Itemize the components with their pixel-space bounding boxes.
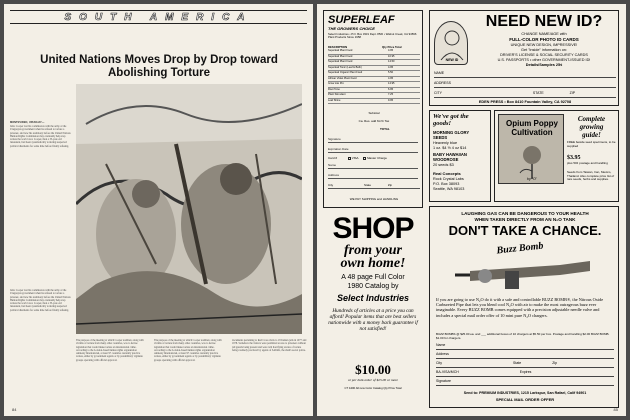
superleaf-shipping-note: WE PAY SHIPPING and HANDLING xyxy=(349,197,399,201)
shop-ad xyxy=(323,212,423,408)
need-id-line-4: Get "inside" information on: xyxy=(521,48,567,52)
seeds-title-1: We've got the xyxy=(433,113,469,120)
buzz-headline-3: DON'T TAKE A CHANCE. xyxy=(448,223,602,238)
opium-price: $3.95 xyxy=(567,155,581,161)
superleaf-item-list xyxy=(328,49,420,104)
seeds-line-5: BABY HAWAIIAN xyxy=(433,152,467,157)
superleaf-item: Superleaf Plant Food 14.50 xyxy=(328,60,420,66)
opium-book-cover xyxy=(498,114,564,184)
need-id-line-1: CHANGE NAME/AGE with xyxy=(521,32,567,36)
superleaf-item: African Violet Plant Food 4.95 xyxy=(328,77,420,83)
superleaf-subtitle: THE GROWERS CHOICE xyxy=(328,26,375,31)
superleaf-item: Superleaf Plant Food 4.95 xyxy=(328,49,420,55)
shop-headline-3: own home! xyxy=(340,256,406,271)
superleaf-item: Superleaf Organic Plant Food 5.50 xyxy=(328,71,420,77)
article-headline: United Nations Moves Drop by Drop toward Abolishing Torture xyxy=(40,54,278,79)
need-id-line-3: UNIQUE NEW DESIGN, IMPRESSIVE! xyxy=(510,43,578,47)
superleaf-name-field[interactable]: Name xyxy=(328,163,418,169)
superleaf-address: Select Industries • P.O. Box 3331 Dept. 85/D • Walnut Creek, CA 94596 Plant Products Since 1958 xyxy=(328,32,417,40)
need-id-line-5: DRIVER'S LICENSE & SOCIAL SECURITY CARDS xyxy=(500,53,588,57)
need-id-ad xyxy=(429,10,619,106)
visa-checkbox[interactable] xyxy=(348,157,351,160)
need-id-line-6: U.S. PASSPORTS • other GOVERNMENT-ISSUED ID! xyxy=(497,58,591,62)
article-column-3: The purpose of the meeting at which Cooper testified, along with victims of torture from many other countries, was to devise legislation that would make torture an international crime. According to the London-based human rights organization Amnesty International, at least 97 countries currently practice torture, either by government agents or by paramilitary vigilante groups operating with official approval. xyxy=(154,339,223,362)
opium-body: FREE beside seed specimens, to be supplied xyxy=(567,140,616,148)
superleaf-signature-field[interactable]: Signature xyxy=(328,137,418,143)
superleaf-col-description: DESCRIPTION xyxy=(328,45,348,49)
buzz-signature-field[interactable]: Signature xyxy=(436,379,614,386)
master-charge-checkbox[interactable] xyxy=(363,157,366,160)
superleaf-item: Superleaf Plant Food 10.95 xyxy=(328,55,420,61)
torture-illustration-image xyxy=(76,84,302,334)
buzz-bomb-logo: Buzz Bomb xyxy=(496,240,544,257)
article-column-4: documents pertaining to Red Cross visits to 18 Iranian jails in 1977 and 1978. Somehow the visitors were permitted access to prisoners without jail guards being present and were told horrifying stories of torture being routinely practiced by agents of SAVAK, the shah's secret police. xyxy=(232,339,307,352)
superleaf-card-label: Card # xyxy=(328,156,338,160)
superleaf-city-row[interactable]: City State Zip xyxy=(328,183,420,189)
shop-price-note: or per bulk order of $25.00 or more xyxy=(347,378,399,382)
superleaf-item: Plant Stimulant 7.25 xyxy=(328,93,420,99)
buzz-address-field[interactable]: Address xyxy=(436,352,614,359)
right-page xyxy=(317,4,626,416)
id-badge-label: NEW ID xyxy=(445,58,459,62)
buzz-card-row[interactable]: BA-VISA/MCH Expires xyxy=(436,370,614,377)
page-number-right: 85 xyxy=(613,407,618,412)
superleaf-ad xyxy=(323,10,423,208)
need-id-address-field[interactable]: ADDRESS xyxy=(434,81,616,88)
buzz-headline-1: LAUGHING GAS CAN BE DANGEROUS TO YOUR HEALTH xyxy=(461,211,589,216)
buzz-body: If you are going to use N₂O do it with a safe and controllable BUZZ BOMB®, the Nitrous Oxide Carbureted Pipe that lets you blend cool N₂O with air to make the most outrageous buzz ever imaginable. Every BUZZ BOMB comes equipped with a precision adjustable needle valve and includes a special mail order offer of 10 mini pure N₂O chargers. xyxy=(436,297,604,318)
section-title: SOUTH AMERICA xyxy=(10,10,307,24)
buzz-headline-2: WHEN TAKEN DIRECTLY FROM AN N₂O TANK xyxy=(474,217,576,222)
article-illustration xyxy=(76,84,302,334)
buzz-footer-1: Send to: PREMIUM INDUSTRIES, 1215 Larkspur, San Rafael, Calif 94901 xyxy=(463,391,587,395)
opium-poppy-ad xyxy=(494,110,619,202)
buzz-city-row[interactable]: City State Zip xyxy=(436,361,614,368)
master-charge-label: Master Charge xyxy=(367,156,387,160)
superleaf-col-qty: Qty Price Total xyxy=(382,45,402,49)
superleaf-card-row xyxy=(328,156,420,160)
shop-line-2: 1980 Catalog by xyxy=(347,283,399,290)
superleaf-item: Root Tone 6.95 xyxy=(328,88,420,94)
superleaf-title: SUPERLEAF xyxy=(328,14,395,26)
opium-head-3: guide! xyxy=(582,131,601,139)
seeds-line-9: Rock Crystal Labs xyxy=(433,177,464,181)
seeds-line-4: 1 oz. $4 ½ 4 oz $14 xyxy=(433,146,467,150)
id-badge-illustration xyxy=(434,21,468,65)
superleaf-total: TOTAL xyxy=(380,127,390,131)
visa-label: VISA xyxy=(351,156,359,160)
superleaf-item: Leaf Shine 9.95 xyxy=(328,99,420,105)
need-id-title: NEED NEW ID? xyxy=(485,13,603,30)
left-page xyxy=(4,4,313,416)
opium-title-1: Opium Poppy xyxy=(506,119,558,128)
opium-head-2: growing xyxy=(579,123,604,131)
opium-title-2: Cultivation xyxy=(511,128,553,137)
opium-head-1: Complete xyxy=(577,115,606,123)
seeds-line-7: 20 seeds $3 xyxy=(433,163,454,167)
poppy-flower-icon xyxy=(512,139,552,179)
article-column-2: The purpose of the meeting at which Cooper testified, along with victims of torture from many other countries, was to devise legislation that would make torture an international crime. According to the London-based human rights organization Amnesty International, at least 97 countries currently practice torture, either by government agents or by paramilitary vigilante groups operating with official approval. xyxy=(76,339,145,362)
article-column-1b: Julio Cooper lost his commission with the army of the Uruguayan government when he refused to torture a prisoner, and now his testimony before the United Nations Human Rights Commission may eventually help stop torture the world over. Cooper, then a 35-year-old lieutenant, had been systematically torturing suspected political dissidents for some time before finally refusing. xyxy=(10,289,72,312)
seeds-line-2: SEEDS xyxy=(433,135,448,140)
superleaf-subtotal: Subtotal xyxy=(368,111,380,115)
buzz-bomb-illustration xyxy=(450,241,600,293)
need-id-line-7: Details/Samples 25¢ xyxy=(525,63,563,67)
need-id-line-2: FULL-COLOR PHOTO ID CARDS xyxy=(509,37,579,42)
shop-price: $10.00 xyxy=(355,362,391,377)
opium-price-note: plus 50¢ postage and handling xyxy=(567,161,608,165)
need-id-footer: EDEN PRESS • Box 8410 Fountain Valley, CA 92708 xyxy=(478,100,572,104)
need-id-name-field[interactable]: NAME xyxy=(434,71,616,78)
superleaf-tax: Ca. Res. add 6¼% Tax xyxy=(358,119,390,123)
superleaf-item: Superleaf Tonic (Leaf & Bulb) 4.95 xyxy=(328,66,420,72)
shop-line-1: A 48 page Full Color xyxy=(341,274,405,281)
seeds-title-2: goods! xyxy=(433,120,452,127)
buzz-bomb-ad xyxy=(429,206,619,408)
seeds-line-8: Real Concepts xyxy=(433,171,461,176)
seeds-line-10: P.O. Box 38093 xyxy=(433,182,460,186)
article-column-1: Julio Cooper lost his commission with the army of the Uruguayan government when he refused to torture a prisoner, and now his testimony before the United Nations Human Rights Commission may eventually help stop torture the world over. Cooper, then a 35-year-old lieutenant, had been systematically torturing suspected political dissidents for some time before finally refusing. xyxy=(10,125,72,148)
seeds-line-3: Heavenly blue xyxy=(433,141,458,145)
seeds-line-11: Seattle, WA 98103 xyxy=(433,187,465,191)
opium-body-2: Seeds from Taiwan, Iran, Mexico, Thailand. Also complete price list of rare seeds, herbs and supplies. xyxy=(567,170,615,182)
shop-headline: SHOP xyxy=(332,212,414,245)
shop-headline-2: from your xyxy=(344,243,402,258)
buzz-footer-2: SPECIAL MAIL ORDER OFFER xyxy=(495,397,555,402)
seeds-line-1: MORNING GLORY xyxy=(433,130,470,135)
buzz-order-line: BUZZ BOMBS @ $25.00 ea. and ___ additional boxes of 10 chargers at $5.50 per box. Postage and handling $2.00 BUZZ BOMB. $1.00 for chargers. xyxy=(436,332,610,340)
superleaf-item: Grow Lite Pro 14.95 xyxy=(328,82,420,88)
shop-brand: Select Industries xyxy=(336,293,410,303)
superleaf-expiration-field[interactable]: Expiration Date xyxy=(328,147,418,153)
seeds-ad xyxy=(429,110,491,202)
need-id-city-row[interactable]: CITY STATE ZIP xyxy=(434,91,616,98)
shop-order-line: CT 4400 All new Color Catalog Qty Price Total xyxy=(344,386,402,390)
seeds-line-6: WOODROSE xyxy=(433,157,459,162)
article-byline: MONTEVIDEO, URUGUAY— xyxy=(10,121,45,124)
buzz-name-field[interactable]: Name xyxy=(436,343,614,350)
shop-body: Hundreds of articles at a price you can afford! Popular items that are best sellers nationwide with a money back guarantee if not satisfied! xyxy=(328,308,418,332)
opium-author: by "O" xyxy=(527,177,537,181)
page-number-left: 84 xyxy=(12,407,17,412)
superleaf-address-field[interactable]: Address xyxy=(328,173,418,179)
